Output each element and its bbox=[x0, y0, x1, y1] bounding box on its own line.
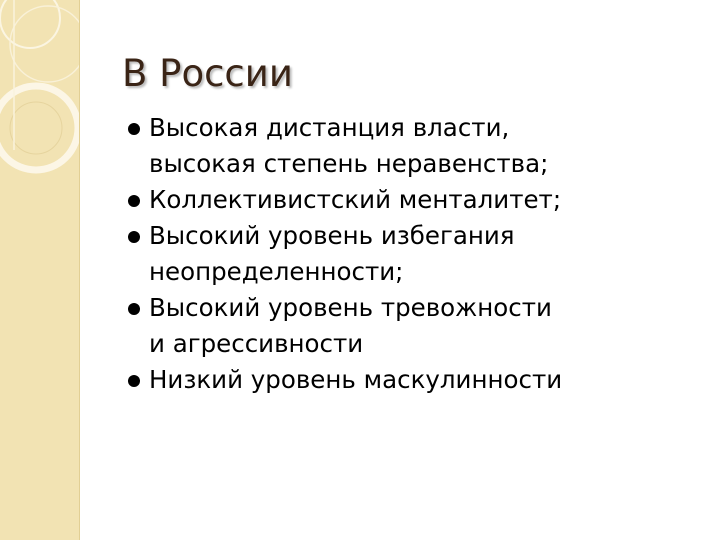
bullet-list bbox=[126, 110, 706, 398]
bullet-dot-icon bbox=[128, 123, 140, 135]
list-item bbox=[126, 110, 706, 182]
list-item bbox=[126, 218, 706, 290]
bullet-text-line: Высокий уровень тревожности bbox=[149, 293, 552, 322]
bullet-dot-icon bbox=[128, 195, 140, 207]
bullet-text-line: Высокий уровень избегания bbox=[149, 221, 515, 250]
bullet-text-line: Коллективистский менталитет; bbox=[149, 185, 562, 214]
bullet-dot-icon bbox=[128, 303, 140, 315]
bullet-dot-icon bbox=[128, 375, 140, 387]
list-item bbox=[126, 290, 706, 362]
bullet-text-line: и агрессивности bbox=[149, 329, 364, 358]
decorative-circles-graphic bbox=[0, 0, 80, 540]
bullet-text-line: высокая степень неравенства; bbox=[149, 149, 549, 178]
bullet-text-line: Низкий уровень маскулинности bbox=[149, 365, 563, 394]
slide-title: В России bbox=[122, 52, 293, 95]
decorative-side-strip bbox=[0, 0, 80, 540]
list-item bbox=[126, 182, 706, 218]
bullet-text-line: Высокая дистанция власти, bbox=[149, 113, 510, 142]
bullet-text-line: неопределенности; bbox=[149, 257, 404, 286]
list-item bbox=[126, 362, 706, 398]
bullet-dot-icon bbox=[128, 231, 140, 243]
